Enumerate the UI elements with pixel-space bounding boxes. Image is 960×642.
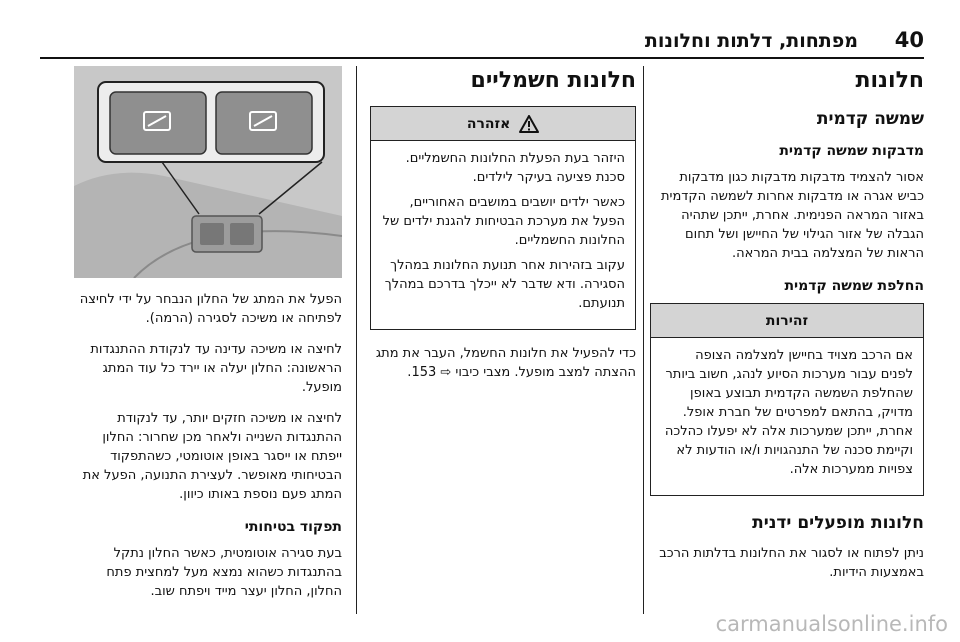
safety-text: בעת סגירה אוטומטית, כאשר החלון נתקל בהתנגדות כשהוא נמצא מעל למחצית פתח החלון, החלון יעצר מייד ויפתח שוב. (106, 546, 342, 599)
subsection-windshield: שמשה קדמית (816, 109, 924, 129)
operation-text-3: לחיצה או משיכה חזקים יותר, עד לנקודת ההתנגדות השנייה ולאחר מכן שחרור: החלון ייפתח או ייסגר באופן אוטומטי, כשהתפקוד הבטיחותי מאופשר. לעצירת התנועה, הפעל את המתג פעם נוספת באותו כיוון. (82, 411, 342, 502)
operation-text-2: לחיצה או משיכה עדינה עד לנקודת ההתנגדות הראשונה: החלון יעלה או יירד כל עוד המתג מופעל. (90, 342, 342, 395)
section-title-power-windows: חלונות חשמליים (470, 68, 636, 93)
warning-title: אזהרה (466, 116, 511, 132)
caution-text: אם הרכב מצויד בחיישן למצלמה הצופה לפנים עבור מערכות הסיוע לנהג, חשוב ביותר שהחלפת השמשה הקדמית תבוצע באופן מדויק, בהתאם למפרטים של חברת אופל. אחרת, ייתכן שמערכות אלה לא יפעלו כהלכה וקיימת סכנה של התנהגויות ו/או הודעות לא צפויות ממערכות אלה. (664, 348, 913, 477)
heading-safety-function: תפקוד בטיחותי (244, 519, 342, 535)
warning-box (370, 106, 636, 330)
warning-header (371, 107, 635, 141)
window-switch-illustration (74, 66, 342, 278)
door-panel-drawing (74, 66, 342, 278)
heading-windshield-replacement: החלפת שמשה קדמית (784, 278, 924, 294)
subsection-manual-windows: חלונות מופעלים ידנית (752, 513, 924, 533)
warning-icon (519, 115, 539, 133)
caution-box (650, 303, 924, 496)
power-windows-intro: כדי להפעיל את חלונות החשמל, העבר את מתג ההצתה למצב מופעל. מצבי כיבוי ⇨ 153. (375, 346, 636, 380)
operation-text-1: הפעל את המתג של החלון הנבחר על ידי לחיצה לפתיחה או משיכה לסגירה (הרמה). (79, 292, 342, 326)
section-title-windows: חלונות (855, 68, 924, 93)
header-rule (40, 57, 924, 59)
warning-text-3: עקוב בזהירות אחר תנועת החלונות במהלך הסגירה. ודא שדבר לא ייכלך בדרכם במהלך תנועתם. (384, 258, 625, 311)
middle-column (370, 66, 636, 614)
left-column (74, 66, 342, 614)
warning-text-2: כאשר ילדים יושבים במושבים האחוריים, הפעל את מערכת הבטיחות להגנת ילדים של החלונות החשמליים. (382, 195, 625, 248)
column-divider (356, 66, 357, 614)
right-column (650, 66, 924, 614)
caution-title: זהירות (651, 304, 923, 338)
warning-text-1: היזהר בעת הפעלת החלונות החשמליים. סכנת פציעה בעיקר לילדים. (405, 151, 625, 185)
watermark: carmanualsonline.info (715, 612, 948, 636)
page-number: 40 (894, 28, 924, 52)
chapter-title: מפתחות, דלתות וחלונות (644, 30, 858, 52)
stickers-text: אסור להצמיד מדבקות מדבקות כגון מדבקות כביש אגרה או מדבקות אחרות לשמשה הקדמית באזור המראה הפנימית. אחרת, ייתכן שתהיה הגבלה של אזור הגילוי של החיישן ושל תחום הראות של המצלמה בבית המראה. (661, 170, 924, 261)
column-divider (643, 66, 644, 614)
manual-windows-text: ניתן לפתוח או לסגור את החלונות בדלתות הרכב באמצעות הידיות. (659, 546, 924, 580)
page-header (40, 28, 924, 58)
heading-windshield-stickers: מדבקות שמשה קדמית (779, 143, 924, 159)
